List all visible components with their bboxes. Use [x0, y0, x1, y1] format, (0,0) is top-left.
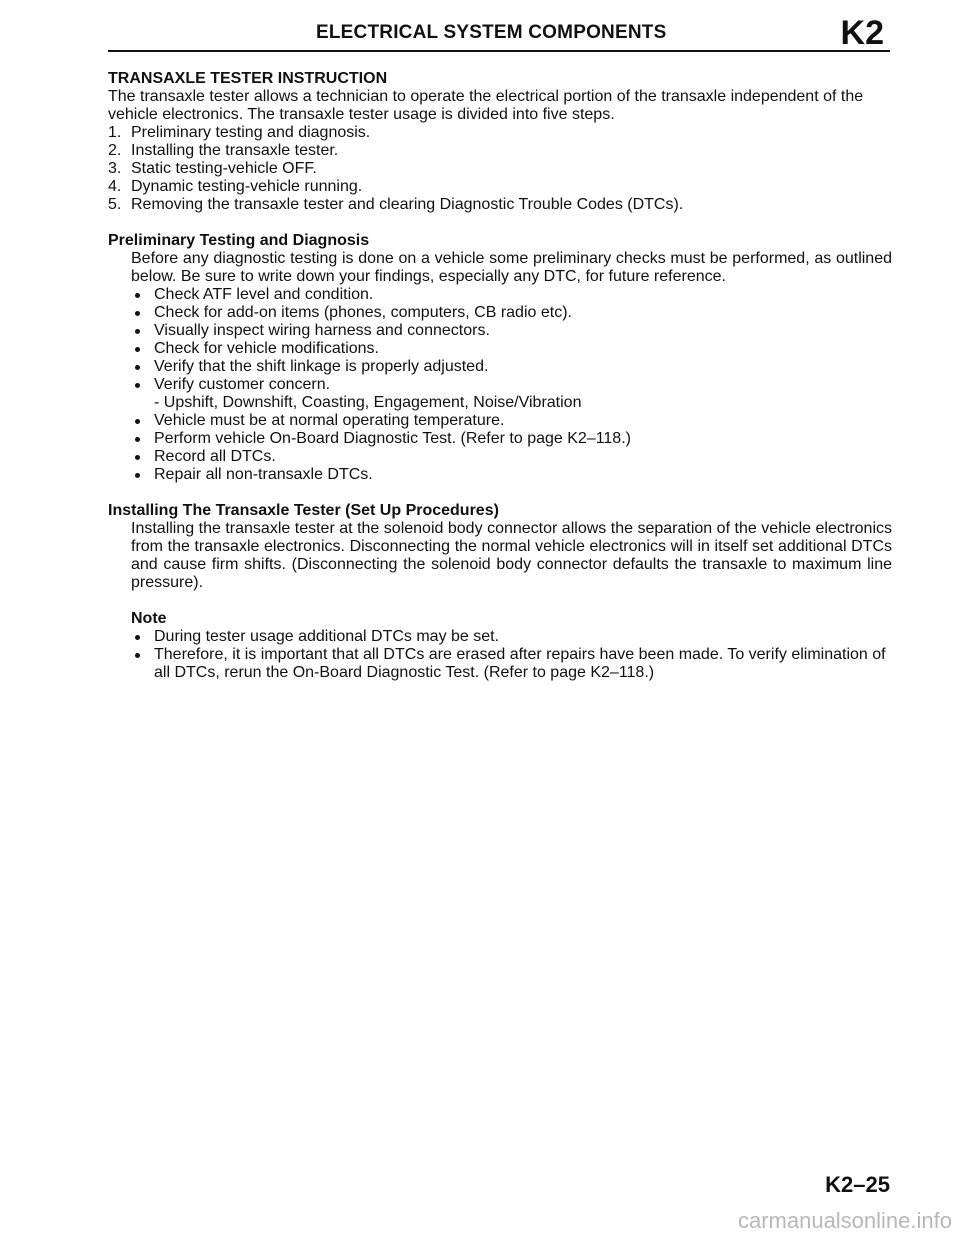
note-list	[131, 628, 892, 682]
list-item: Visually inspect wiring harness and connectors.	[131, 322, 892, 340]
tester-intro: The transaxle tester allows a technician to operate the electrical portion of the transaxle independent of the vehicle electronics. The transaxle tester usage is divided into five steps.	[108, 88, 864, 123]
list-item: 1. Preliminary testing and diagnosis.	[108, 124, 371, 141]
list-item: Check for vehicle modifications.	[131, 340, 892, 358]
list-item: Verify customer concern.	[131, 376, 892, 394]
list-item: Check for add-on items (phones, computers, CB radio etc).	[131, 304, 892, 322]
list-item: 3. Static testing-vehicle OFF.	[108, 160, 317, 177]
list-item: Record all DTCs.	[131, 448, 892, 466]
preliminary-checks-list-2	[131, 412, 892, 484]
preliminary-intro: Before any diagnostic testing is done on a vehicle some preliminary checks must be performed, as outlined below. Be sure to write down your findings, especially any DTC, for future reference.	[131, 250, 892, 285]
list-item: 4. Dynamic testing-vehicle running.	[108, 178, 363, 195]
list-item: 2. Installing the transaxle tester.	[108, 142, 339, 159]
page-number: K2–25	[825, 1172, 890, 1197]
steps-list	[108, 124, 892, 214]
list-item: Verify that the shift linkage is properly adjusted.	[131, 358, 892, 376]
list-item: Check ATF level and condition.	[131, 286, 892, 304]
header-section-code: K2	[840, 14, 884, 52]
list-item: Therefore, it is important that all DTCs are erased after repairs have been made. To verify elimination of all DTCs, rerun the On-Board Diagnostic Test. (Refer to page K2–118.)	[131, 646, 892, 682]
list-item: During tester usage additional DTCs may be set.	[131, 628, 892, 646]
header-title: ELECTRICAL SYSTEM COMPONENTS	[316, 22, 667, 43]
list-item: Perform vehicle On-Board Diagnostic Test. (Refer to page K2–118.)	[131, 430, 892, 448]
section-title-installing: Installing The Transaxle Tester (Set Up Procedures)	[108, 502, 499, 519]
note-title: Note	[131, 610, 167, 627]
concern-sub-note: - Upshift, Downshift, Coasting, Engagement, Noise/Vibration	[154, 394, 582, 411]
section-title-preliminary: Preliminary Testing and Diagnosis	[108, 232, 370, 249]
section-title-tester-instruction: TRANSAXLE TESTER INSTRUCTION	[108, 70, 388, 87]
list-item: 5. Removing the transaxle tester and clearing Diagnostic Trouble Codes (DTCs).	[108, 196, 684, 213]
page-header	[108, 14, 890, 52]
list-item: Repair all non-transaxle DTCs.	[131, 466, 892, 484]
installing-body: Installing the transaxle tester at the solenoid body connector allows the separation of the vehicle electronics from the transaxle electronics. Disconnecting the normal vehicle electronics will in itself set additional DTCs and cause firm shifts. (Disconnecting the solenoid body connector defaults the transaxle to maximum line pressure).	[131, 520, 892, 591]
preliminary-checks-list	[131, 286, 892, 394]
page-content	[108, 70, 892, 682]
watermark: carmanualsonline.info	[737, 1208, 952, 1233]
list-item: Vehicle must be at normal operating temperature.	[131, 412, 892, 430]
